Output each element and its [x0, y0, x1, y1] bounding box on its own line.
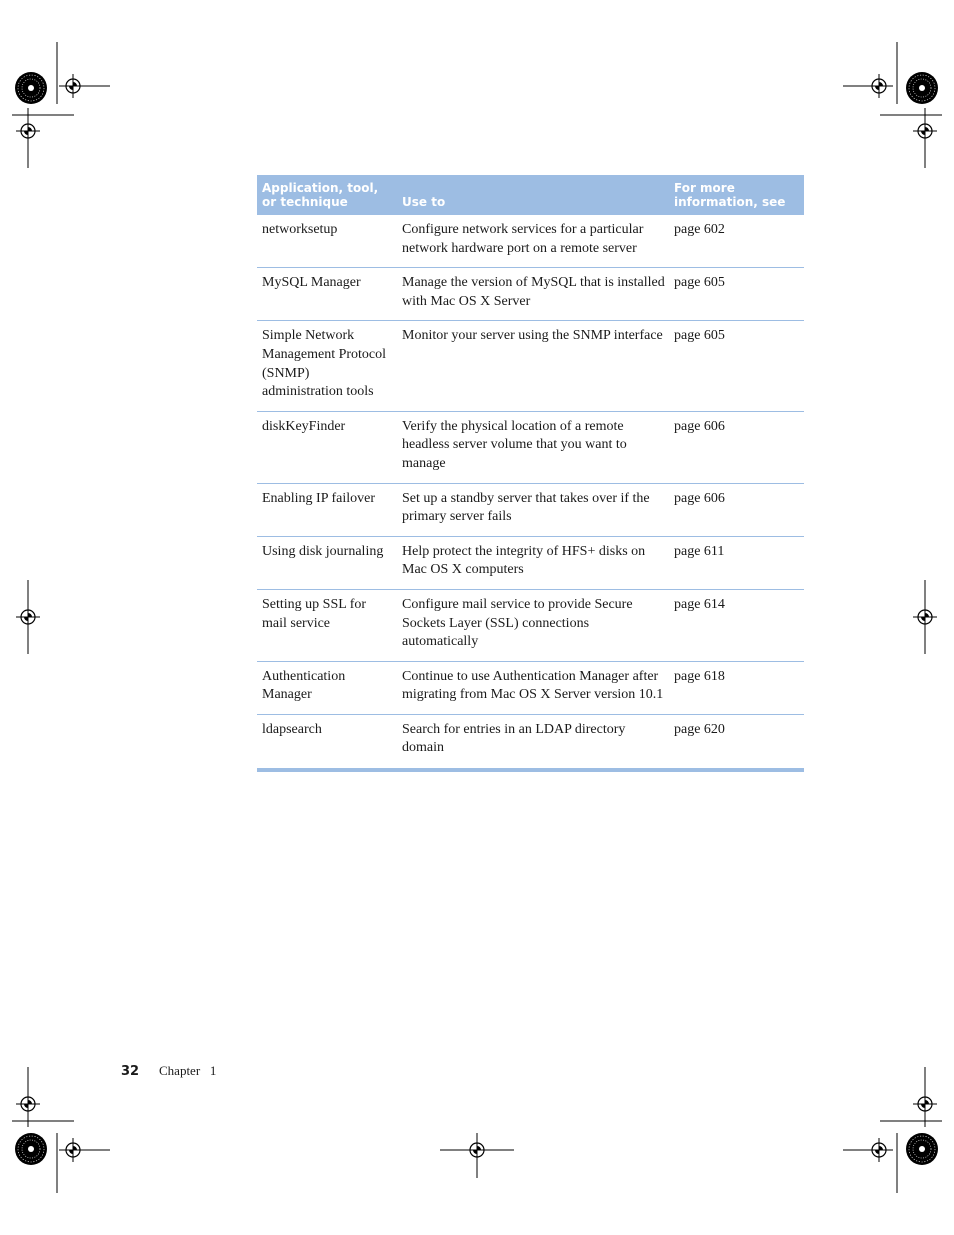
cell-application: ldapsearch: [257, 714, 397, 770]
cell-page-ref: page 614: [669, 589, 804, 661]
cell-use-to: Search for entries in an LDAP directory domain: [397, 714, 669, 770]
cell-page-ref: page 611: [669, 536, 804, 589]
table-row: [257, 589, 804, 661]
table-header: [257, 175, 804, 215]
cell-page-ref: page 606: [669, 411, 804, 483]
table-row: [257, 321, 804, 411]
cell-application: Authentication Manager: [257, 661, 397, 714]
column-header-use-to: Use to: [397, 175, 669, 215]
cell-use-to: Set up a standby server that takes over if the primary server fails: [397, 483, 669, 536]
cell-page-ref: page 618: [669, 661, 804, 714]
cell-page-ref: page 605: [669, 321, 804, 411]
star-target-icon: [15, 72, 47, 104]
cell-application: Setting up SSL for mail service: [257, 589, 397, 661]
cell-application: Using disk journaling: [257, 536, 397, 589]
cell-application: diskKeyFinder: [257, 411, 397, 483]
star-target-icon: [906, 1133, 938, 1165]
cell-page-ref: page 605: [669, 268, 804, 321]
header-row: [257, 175, 804, 215]
table-row: [257, 411, 804, 483]
table-row: [257, 215, 804, 268]
table-row: [257, 536, 804, 589]
cell-use-to: Verify the physical location of a remote headless server volume that you want to manage: [397, 411, 669, 483]
cell-page-ref: page 602: [669, 215, 804, 268]
column-header-application: Application, tool, or technique: [257, 175, 397, 215]
cell-use-to: Configure network services for a particular network hardware port on a remote server: [397, 215, 669, 268]
cell-application: Enabling IP failover: [257, 483, 397, 536]
cell-use-to: Continue to use Authentication Manager after migrating from Mac OS X Server version 10.1: [397, 661, 669, 714]
cell-page-ref: page 620: [669, 714, 804, 770]
cell-use-to: Configure mail service to provide Secure Sockets Layer (SSL) connections automatically: [397, 589, 669, 661]
cell-use-to: Monitor your server using the SNMP interface: [397, 321, 669, 411]
cell-application: networksetup: [257, 215, 397, 268]
table-body: [257, 215, 804, 770]
cell-use-to: Manage the version of MySQL that is installed with Mac OS X Server: [397, 268, 669, 321]
chapter-label: Chapter 1: [159, 1063, 217, 1078]
table-row: [257, 714, 804, 770]
cell-page-ref: page 606: [669, 483, 804, 536]
star-target-icon: [15, 1133, 47, 1165]
table-row: [257, 661, 804, 714]
cell-use-to: Help protect the integrity of HFS+ disks on Mac OS X computers: [397, 536, 669, 589]
cell-application: Simple Network Management Protocol (SNMP) administration tools: [257, 321, 397, 411]
reference-table: [257, 175, 804, 772]
star-target-icon: [906, 72, 938, 104]
column-header-more-info: For more information, see: [669, 175, 804, 215]
page-number: 32: [121, 1064, 140, 1079]
table-row: [257, 483, 804, 536]
cell-application: MySQL Manager: [257, 268, 397, 321]
table-row: [257, 268, 804, 321]
